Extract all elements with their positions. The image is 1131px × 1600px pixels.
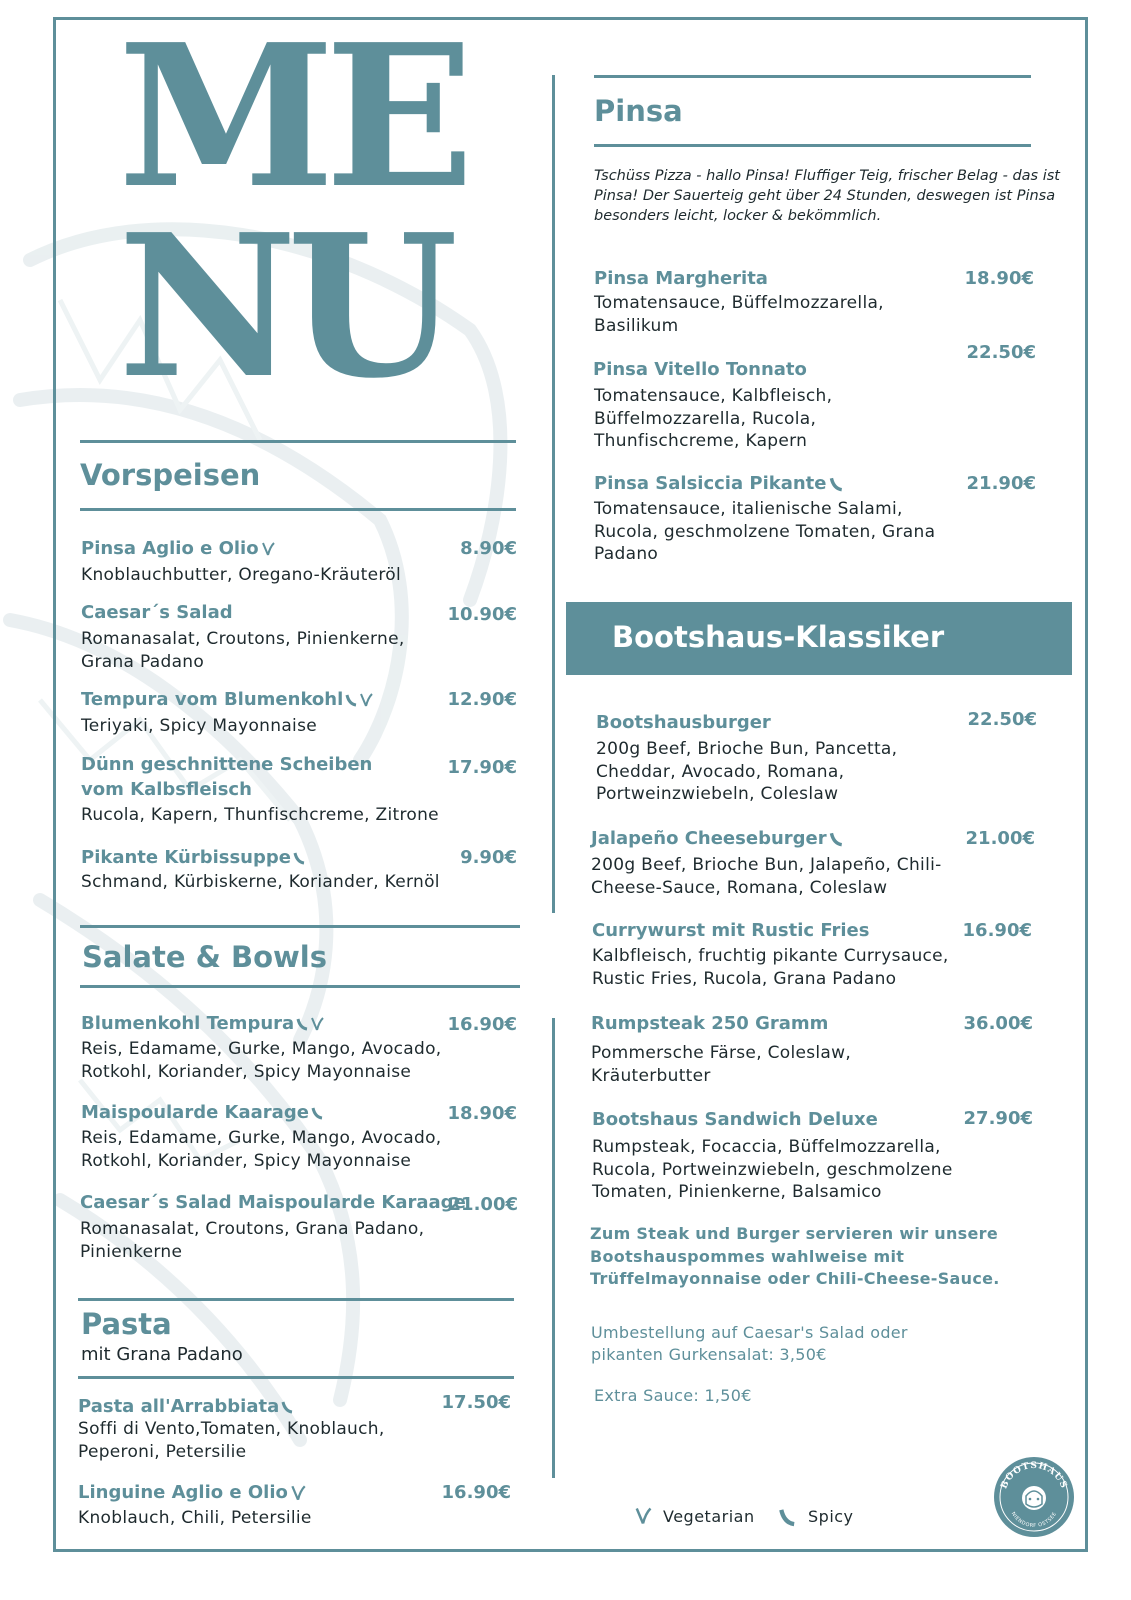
legend-spicy-label: Spicy bbox=[808, 1507, 854, 1526]
vorspeisen-item-name: Pikante Kürbissuppe bbox=[81, 847, 305, 868]
klassiker-item-desc: Rumpsteak, Focaccia, Büffelmozzarella, Rucola, Portweinzwiebeln, geschmolzene Tomaten, Pinienkerne, Balsamico bbox=[592, 1137, 953, 1202]
klassiker-item-price: 36.00€ bbox=[963, 1013, 1033, 1034]
pasta-item-price: 16.90€ bbox=[441, 1482, 511, 1503]
side-dish-note: Zum Steak und Burger servieren wir unsere Bootshauspommes wahlweise mit Trüffelmayonnaise oder Chili-Cheese-Sauce. bbox=[590, 1224, 1000, 1288]
vegetarian-icon bbox=[310, 1016, 324, 1032]
bootshaus-logo bbox=[993, 1456, 1075, 1538]
vegetarian-icon bbox=[290, 1484, 306, 1502]
pasta-top-rule bbox=[78, 1298, 514, 1301]
vegetarian-icon bbox=[634, 1506, 652, 1526]
klassiker-item-name: Currywurst mit Rustic Fries bbox=[592, 920, 870, 941]
chili-icon bbox=[296, 1017, 308, 1031]
pasta-item-price: 17.50€ bbox=[441, 1392, 511, 1413]
vorspeisen-top-rule bbox=[80, 440, 516, 443]
chili-icon bbox=[829, 831, 843, 847]
pinsa-item-desc: Tomatensauce, Büffelmozzarella, Basilikum bbox=[594, 293, 884, 336]
chili-icon bbox=[293, 851, 305, 865]
chili-icon bbox=[345, 693, 357, 707]
vorspeisen-item-name: Pinsa Aglio e Olio bbox=[81, 538, 275, 559]
pasta-subtitle: mit Grana Padano bbox=[81, 1344, 243, 1365]
pasta-item-name: Linguine Aglio e Olio bbox=[78, 1482, 306, 1503]
salate-bottom-rule bbox=[80, 985, 520, 988]
klassiker-item-name: Rumpsteak 250 Gramm bbox=[591, 1013, 829, 1034]
menu-title-line-1: ME bbox=[118, 2, 465, 232]
salate-top-rule bbox=[80, 925, 520, 928]
chili-icon bbox=[778, 1507, 796, 1527]
pinsa-item-price: 18.90€ bbox=[964, 268, 1034, 289]
chili-icon bbox=[281, 1400, 293, 1414]
salate-item-desc: Reis, Edamame, Gurke, Mango, Avocado, Rotkohl, Koriander, Spicy Mayonnaise bbox=[81, 1128, 442, 1171]
vorspeisen-item-name: Caesar´s Salad bbox=[81, 602, 233, 623]
pinsa-bottom-rule bbox=[594, 144, 1031, 147]
pinsa-item-desc: Tomatensauce, italienische Salami, Rucola, geschmolzene Tomaten, Grana Padano bbox=[594, 499, 936, 564]
vegetarian-icon bbox=[359, 692, 373, 708]
column-divider-bottom bbox=[552, 1018, 555, 1478]
klassiker-item-price: 21.00€ bbox=[965, 828, 1035, 849]
menu-title-line-2: NU bbox=[118, 192, 449, 422]
vorspeisen-item-price: 10.90€ bbox=[447, 604, 517, 625]
salate-item-desc: Romanasalat, Croutons, Grana Padano, Pinienkerne bbox=[80, 1219, 425, 1262]
vorspeisen-item-desc: Rucola, Kapern, Thunfischcreme, Zitrone bbox=[81, 805, 439, 825]
pinsa-top-rule bbox=[594, 75, 1031, 78]
pinsa-item-desc: Tomatensauce, Kalbfleisch, Büffelmozzarella, Rucola, Thunfischcreme, Kapern bbox=[594, 386, 833, 451]
vorspeisen-item-price: 8.90€ bbox=[460, 538, 517, 559]
salate-item-desc: Reis, Edamame, Gurke, Mango, Avocado, Rotkohl, Koriander, Spicy Mayonnaise bbox=[81, 1039, 442, 1082]
klassiker-item-price: 27.90€ bbox=[963, 1108, 1033, 1129]
pinsa-item-price: 21.90€ bbox=[966, 473, 1036, 494]
vorspeisen-title: Vorspeisen bbox=[80, 458, 261, 492]
pinsa-intro: Tschüss Pizza - hallo Pinsa! Fluffiger Teig, frischer Belag - das ist Pinsa! Der Sauerteig geht über 24 Stunden, deswegen ist Pinsa besonders leicht, locker & bekömmlich. bbox=[594, 168, 1060, 224]
pinsa-item-price: 22.50€ bbox=[966, 342, 1036, 363]
pasta-item-name: Pasta all'Arrabbiata bbox=[78, 1396, 293, 1417]
klassiker-title: Bootshaus-Klassiker bbox=[612, 620, 945, 654]
vorspeisen-item-price: 9.90€ bbox=[460, 847, 517, 868]
pinsa-item-name: Pinsa Salsiccia Pikante bbox=[594, 473, 843, 494]
vorspeisen-item-name: Tempura vom Blumenkohl bbox=[81, 689, 373, 710]
klassiker-item-desc: Pommersche Färse, Coleslaw, Kräuterbutter bbox=[591, 1043, 852, 1086]
column-divider-top bbox=[552, 75, 555, 913]
pasta-item-desc: Soffi di Vento,Tomaten, Knoblauch, Peperoni, Petersilie bbox=[78, 1419, 385, 1462]
vorspeisen-item-desc: Knoblauchbutter, Oregano-Kräuteröl bbox=[81, 565, 401, 585]
vorspeisen-item-desc: Schmand, Kürbiskerne, Koriander, Kernöl bbox=[81, 872, 440, 892]
klassiker-item-name: Jalapeño Cheeseburger bbox=[591, 828, 843, 849]
klassiker-item-name: Bootshaus Sandwich Deluxe bbox=[592, 1109, 878, 1130]
vorspeisen-item-desc: Romanasalat, Croutons, Pinienkerne, Grana Padano bbox=[81, 629, 405, 672]
vorspeisen-item-desc: Teriyaki, Spicy Mayonnaise bbox=[81, 716, 317, 736]
extra-sauce-note: Extra Sauce: 1,50€ bbox=[594, 1386, 752, 1405]
logo-top-text: BOOTSHAUS bbox=[999, 1460, 1069, 1491]
klassiker-item-desc: 200g Beef, Brioche Bun, Pancetta, Cheddar, Avocado, Romana, Portweinzwiebeln, Coleslaw bbox=[596, 739, 898, 804]
substitution-note: Umbestellung auf Caesar's Salad oder pikanten Gurkensalat: 3,50€ bbox=[591, 1323, 908, 1364]
klassiker-item-name: Bootshausburger bbox=[596, 712, 771, 733]
salate-item-name: Blumenkohl Tempura bbox=[81, 1013, 324, 1034]
vorspeisen-bottom-rule bbox=[80, 508, 516, 511]
salate-item-price: 16.90€ bbox=[447, 1014, 517, 1035]
pasta-item-desc: Knoblauch, Chili, Petersilie bbox=[78, 1508, 312, 1528]
pinsa-title: Pinsa bbox=[594, 94, 683, 128]
klassiker-item-price: 22.50€ bbox=[967, 709, 1037, 730]
chili-icon bbox=[829, 476, 843, 492]
salate-item-name: Caesar´s Salad Maispoularde Karaage bbox=[80, 1192, 466, 1213]
pinsa-item-name: Pinsa Vitello Tonnato bbox=[593, 359, 807, 380]
menu-title bbox=[118, 2, 465, 422]
pasta-title: Pasta bbox=[81, 1307, 172, 1341]
salate-title: Salate & Bowls bbox=[82, 940, 327, 974]
salate-item-name: Maispoularde Kaarage bbox=[81, 1102, 323, 1123]
klassiker-item-price: 16.90€ bbox=[962, 920, 1032, 941]
klassiker-item-desc: Kalbfleisch, fruchtig pikante Currysauce, Rustic Fries, Rucola, Grana Padano bbox=[592, 946, 949, 989]
pinsa-item-name: Pinsa Margherita bbox=[594, 268, 768, 289]
legend-vegetarian-label: Vegetarian bbox=[663, 1507, 755, 1526]
vegetarian-icon bbox=[261, 541, 275, 557]
salate-item-price: 21.00€ bbox=[448, 1194, 518, 1215]
vorspeisen-item-price: 12.90€ bbox=[447, 689, 517, 710]
salate-item-price: 18.90€ bbox=[447, 1103, 517, 1124]
vorspeisen-item-price: 17.90€ bbox=[447, 757, 517, 778]
pasta-bottom-rule bbox=[78, 1376, 514, 1379]
vorspeisen-item-name: Dünn geschnittene Scheiben vom Kalbsfleisch bbox=[81, 754, 373, 800]
klassiker-item-desc: 200g Beef, Brioche Bun, Jalapeño, Chili-Cheese-Sauce, Romana, Coleslaw bbox=[591, 855, 942, 898]
logo-bottom-text: NIENDORF OSTSEE bbox=[1009, 1511, 1059, 1530]
chili-icon bbox=[311, 1106, 323, 1120]
